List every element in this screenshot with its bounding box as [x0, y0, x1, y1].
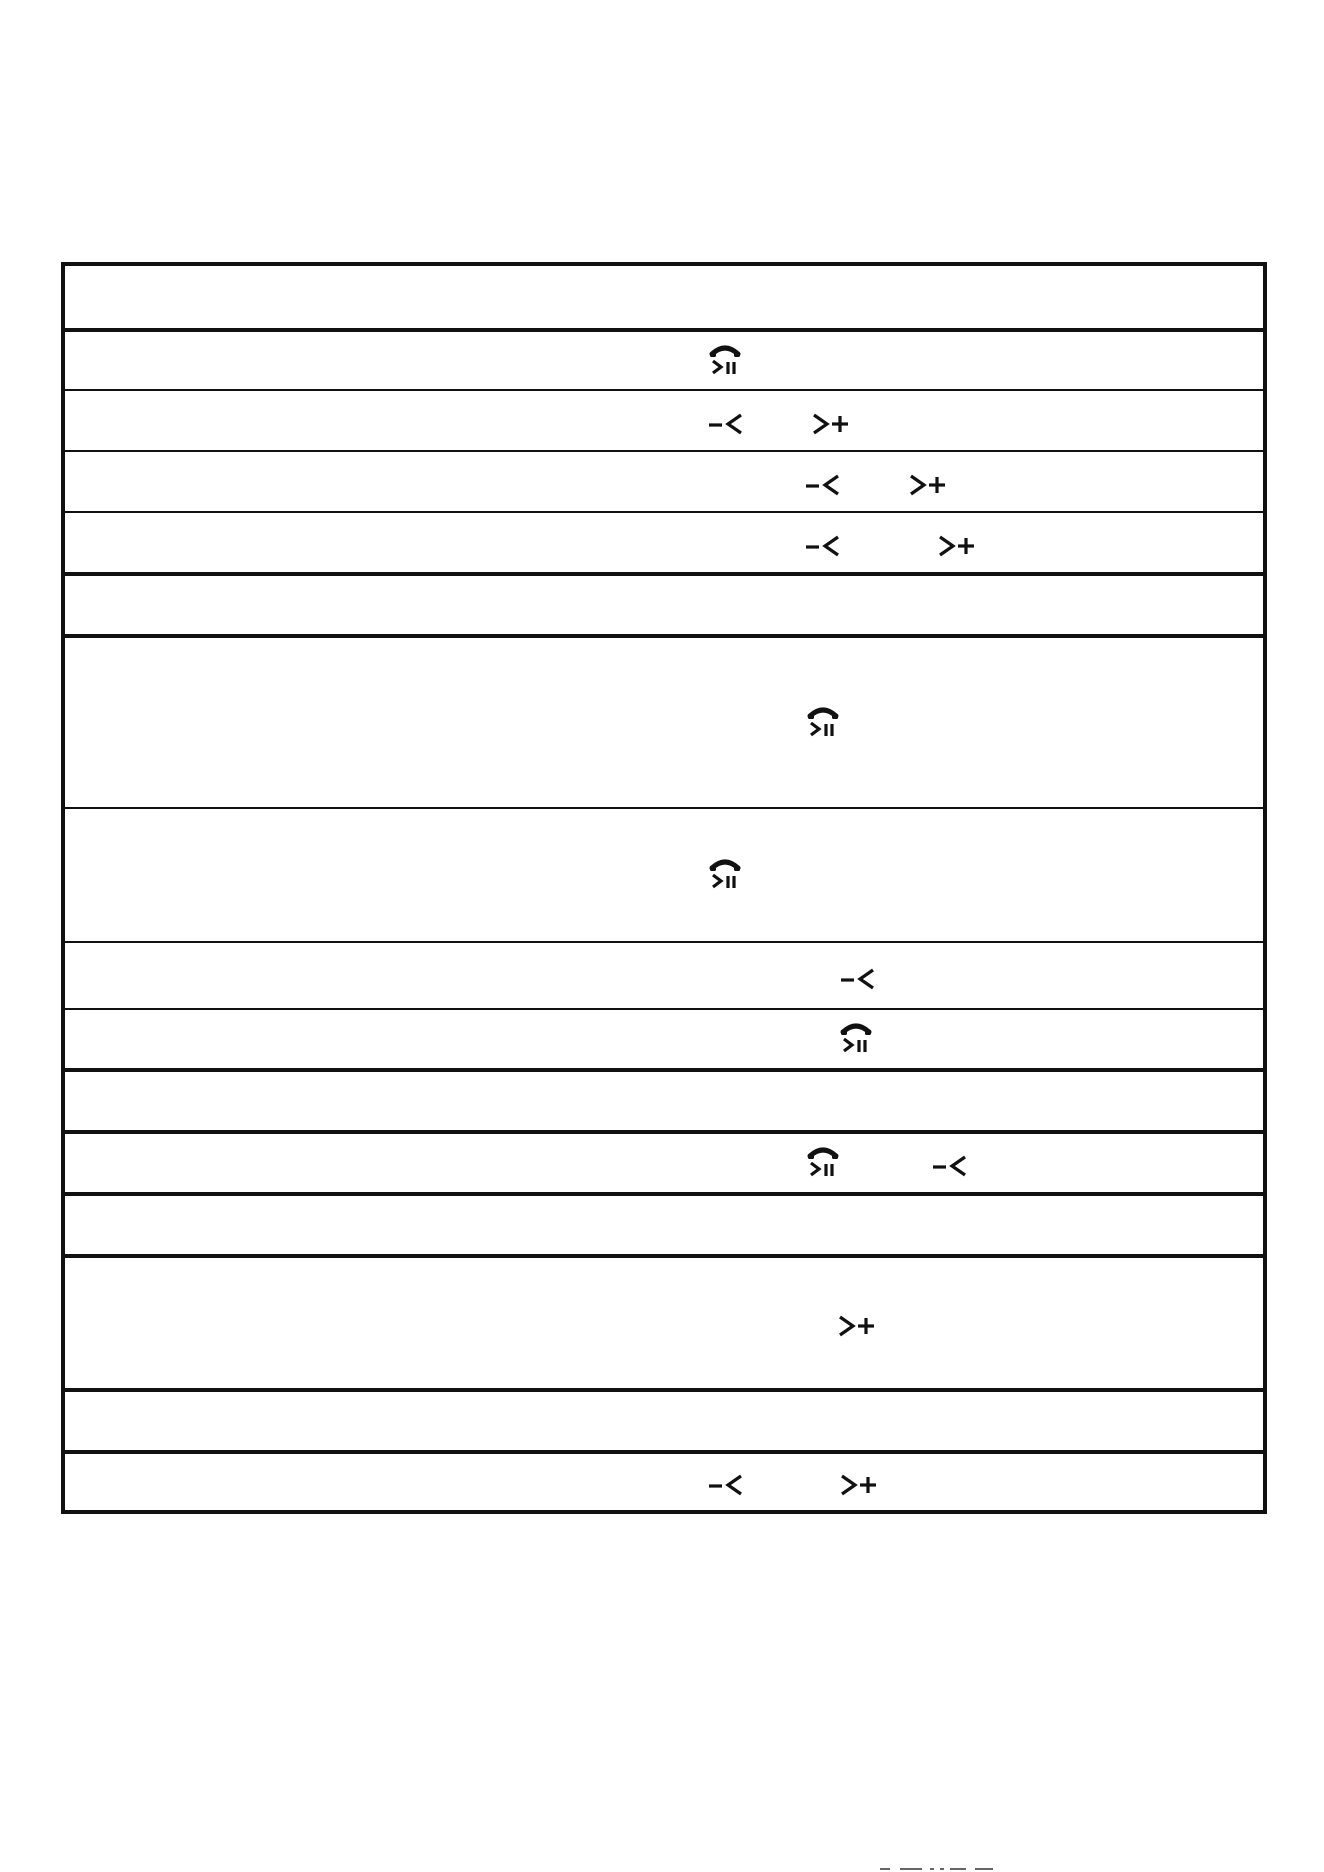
minus-previous-icon [708, 404, 748, 438]
next-plus-icon [909, 465, 949, 499]
table-row [65, 809, 1263, 941]
next-plus-icon [840, 1465, 880, 1499]
table-row [65, 513, 1263, 572]
table-row [65, 638, 1263, 807]
edge-mark [930, 1868, 934, 1870]
edge-mark [880, 1868, 890, 1870]
minus-previous-icon [805, 526, 845, 560]
phone-play-pause-icon [805, 1146, 845, 1180]
table-row [65, 943, 1263, 1008]
table-row [65, 1134, 1263, 1192]
edge-mark [975, 1868, 993, 1870]
table-row [65, 1072, 1263, 1130]
table-row [65, 332, 1263, 389]
table-row [65, 1196, 1263, 1254]
edge-mark [950, 1868, 966, 1870]
next-plus-icon [812, 404, 852, 438]
controls-table [61, 262, 1267, 1514]
table-row [65, 1258, 1263, 1388]
table-row [65, 266, 1263, 328]
table-row [65, 1010, 1263, 1068]
table-row [65, 576, 1263, 634]
table-row [65, 1392, 1263, 1450]
minus-previous-icon [840, 959, 880, 993]
table-row [65, 452, 1263, 511]
table-row [65, 1454, 1263, 1510]
table-row [65, 391, 1263, 450]
minus-previous-icon [708, 1465, 748, 1499]
phone-play-pause-icon [707, 858, 747, 892]
phone-play-pause-icon [707, 344, 747, 378]
minus-previous-icon [932, 1146, 972, 1180]
edge-mark [900, 1868, 922, 1870]
page-edge-marks [0, 1866, 1324, 1872]
next-plus-icon [938, 526, 978, 560]
next-plus-icon [838, 1306, 878, 1340]
phone-play-pause-icon [805, 706, 845, 740]
phone-play-pause-icon [838, 1022, 878, 1056]
minus-previous-icon [805, 465, 845, 499]
edge-mark [940, 1868, 944, 1870]
